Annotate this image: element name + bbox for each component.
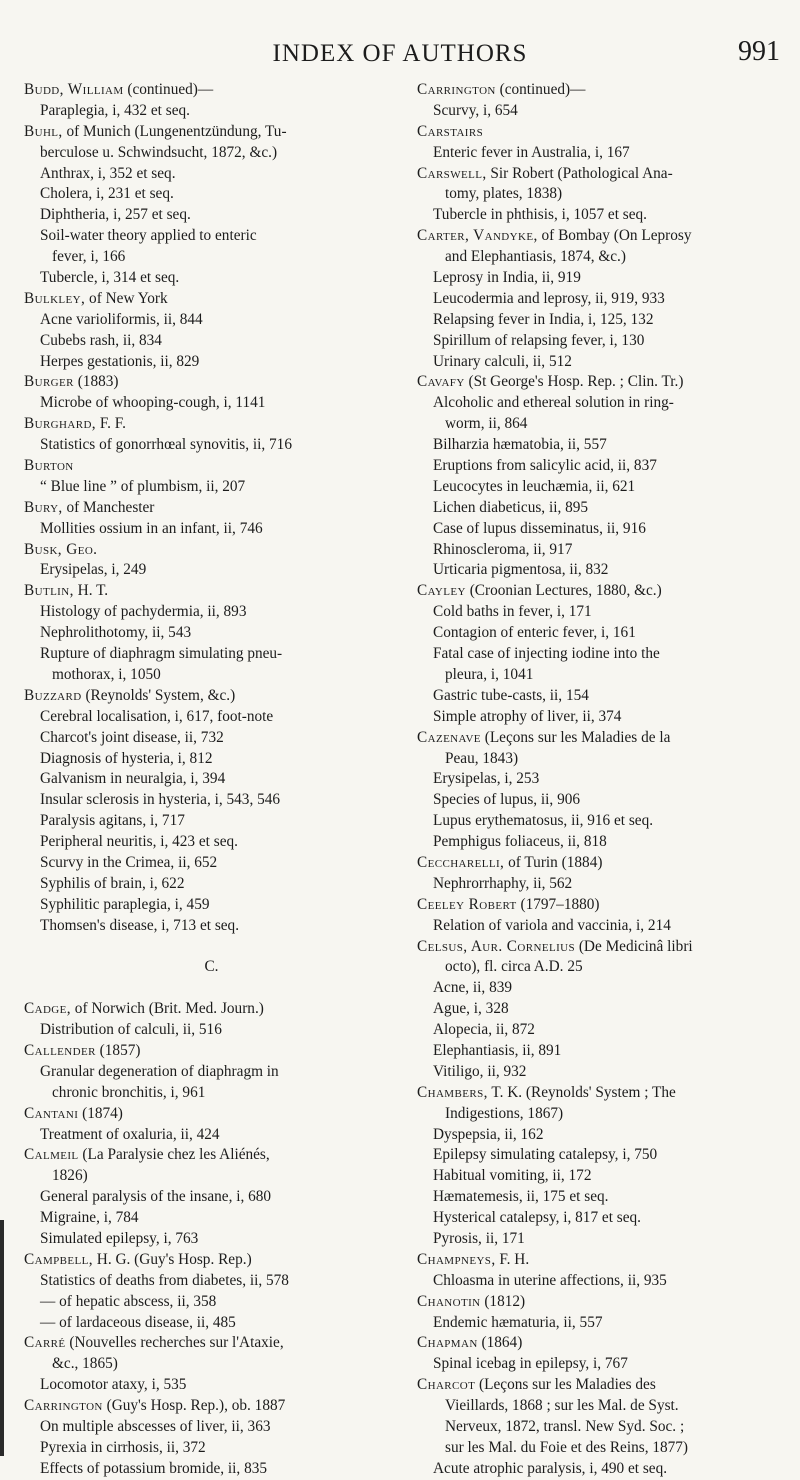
index-entry: Granular degeneration of diaphragm in (40, 1062, 279, 1080)
author-name: Budd, William (24, 81, 124, 98)
author-name: Chapman (417, 1334, 478, 1352)
section-letter: C. (204, 958, 219, 976)
author-entry (24, 1333, 399, 1354)
index-entry: Anthrax, i, 352 et seq. (40, 164, 176, 182)
author-entry (24, 289, 399, 310)
index-entry: Urinary calculi, ii, 512 (433, 352, 572, 370)
index-entry: Migraine, i, 784 (40, 1209, 139, 1227)
index-entry: Microbe of whooping-cough, i, 1141 (40, 394, 266, 412)
index-entry: Tubercle, i, 314 et seq. (40, 269, 180, 287)
index-entry: Habitual vomiting, ii, 172 (433, 1167, 592, 1185)
index-entry: — of lardaceous disease, ii, 485 (40, 1313, 236, 1331)
author-entry (417, 581, 792, 602)
index-entry: Species of lupus, ii, 906 (433, 791, 581, 809)
author-name: Carter, Vandyke, (417, 227, 538, 245)
author-detail: (Croonian Lectures, 1880, &c.) (465, 582, 662, 600)
index-entry: Epilepsy simulating catalepsy, i, 750 (433, 1146, 658, 1164)
author-detail: of Munich (Lungenentzündung, Tu- (62, 122, 287, 140)
author-entry (24, 372, 399, 393)
author-entry (24, 1250, 399, 1271)
author-name: Carrington (24, 1397, 103, 1415)
right-index-column (417, 80, 792, 1480)
author-entry (24, 581, 399, 602)
index-entry: Relapsing fever in India, i, 125, 132 (433, 310, 654, 328)
author-name: Cayley (417, 582, 466, 600)
index-entry: Cold baths in fever, i, 171 (433, 603, 592, 621)
blank-line (24, 937, 399, 958)
index-entry: Cerebral localisation, i, 617, foot-note (40, 707, 274, 725)
author-detail: of New York (85, 289, 168, 307)
author-name: Carstairs (417, 122, 484, 140)
index-entry: General paralysis of the insane, i, 680 (40, 1188, 272, 1206)
index-entry: Endemic hæmaturia, ii, 557 (433, 1313, 603, 1331)
index-entry: Eruptions from salicylic acid, ii, 837 (433, 457, 657, 475)
author-detail: Sir Robert (Pathological Ana- (486, 164, 673, 182)
index-entry: Enteric fever in Australia, i, 167 (433, 143, 630, 161)
author-detail: (1812) (480, 1292, 526, 1310)
author-entry (417, 80, 792, 101)
author-detail: (Nouvelles recherches sur l'Ataxie, (65, 1334, 284, 1352)
author-name: Bulkley, (24, 289, 86, 307)
author-entry (417, 226, 792, 247)
index-entry: Lichen diabeticus, ii, 895 (433, 498, 589, 516)
index-entry: Rupture of diaphragm simulating pneu- (40, 645, 283, 663)
index-entry: Thomsen's disease, i, 713 et seq. (40, 916, 240, 934)
author-entry (417, 853, 792, 874)
author-name: Cantani (24, 1104, 79, 1122)
index-entry: Hæmatemesis, ii, 175 et seq. (433, 1188, 609, 1206)
index-entry: berculose u. Schwindsucht, 1872, &c.) (40, 143, 278, 161)
index-entry: “ Blue line ” of plumbism, ii, 207 (40, 477, 246, 495)
index-entry-continuation: Vieillards, 1868 ; sur les Mal. de Syst. (445, 1397, 679, 1415)
author-detail: H. G. (Guy's Hosp. Rep.) (92, 1250, 252, 1268)
index-entry: Alopecia, ii, 872 (433, 1021, 535, 1039)
author-name: Calmeil (24, 1146, 79, 1164)
index-entry: Erysipelas, i, 253 (433, 770, 540, 788)
author-detail: (1864) (477, 1334, 523, 1352)
index-entry-continuation: Peau, 1843) (445, 749, 519, 767)
index-entry: Fatal case of injecting iodine into the (433, 645, 660, 663)
author-detail: F. F. (96, 415, 126, 433)
author-entry (417, 728, 792, 749)
author-entry (24, 1145, 399, 1166)
index-entry: Paraplegia, i, 432 et seq. (40, 101, 190, 119)
author-name: Chambers, (417, 1083, 488, 1101)
index-entry: Soil-water theory applied to enteric (40, 227, 257, 245)
index-entry: Histology of pachydermia, ii, 893 (40, 603, 247, 621)
author-name: Burghard, (24, 415, 97, 433)
index-entry: Distribution of calculi, ii, 516 (40, 1021, 222, 1039)
index-entry: Diagnosis of hysteria, i, 812 (40, 749, 213, 767)
author-name: Busk, Geo. (24, 540, 98, 558)
author-entry (417, 1083, 792, 1104)
left-index-column (24, 80, 399, 1480)
running-title: INDEX OF AUTHORS (272, 40, 528, 67)
author-name: Buzzard (24, 686, 82, 704)
index-entry: Statistics of gonorrhœal synovitis, ii, 716 (40, 436, 292, 454)
index-entry: Contagion of enteric fever, i, 161 (433, 624, 636, 642)
index-entry: Pyrexia in cirrhosis, ii, 372 (40, 1438, 206, 1456)
author-detail: (continued)— (123, 81, 214, 98)
index-entry: Acne, ii, 839 (433, 979, 513, 997)
index-entry: Syphilitic paraplegia, i, 459 (40, 895, 210, 913)
index-entry: Tubercle in phthisis, i, 1057 et seq. (433, 206, 648, 224)
author-detail: (Guy's Hosp. Rep.), ob. 1887 (102, 1397, 286, 1415)
index-entry: Leucodermia and leprosy, ii, 919, 933 (433, 289, 665, 307)
author-name: Bury, (24, 498, 63, 516)
author-entry (24, 80, 399, 101)
index-entry: Spirillum of relapsing fever, i, 130 (433, 331, 645, 349)
index-entry-continuation: sur les Mal. du Foie et des Reins, 1877) (445, 1438, 689, 1456)
author-name: Chanotin (417, 1292, 481, 1310)
index-entry: Urticaria pigmentosa, ii, 832 (433, 561, 609, 579)
index-entry: Elephantiasis, ii, 891 (433, 1041, 562, 1059)
index-entry-continuation: mothorax, i, 1050 (52, 665, 161, 683)
author-name: Carrington (417, 81, 496, 98)
author-entry (417, 895, 792, 916)
index-entry: Rhinoscleroma, ii, 917 (433, 540, 573, 558)
author-entry (24, 414, 399, 435)
index-entry: Lupus erythematosus, ii, 916 et seq. (433, 812, 654, 830)
index-entry: Locomotor ataxy, i, 535 (40, 1376, 187, 1394)
index-entry: Erysipelas, i, 249 (40, 561, 147, 579)
author-name: Buhl, (24, 122, 63, 140)
page-header (0, 0, 800, 78)
index-entry: Chloasma in uterine affections, ii, 935 (433, 1271, 667, 1289)
page-number: 991 (738, 36, 780, 67)
index-entry: Treatment of oxaluria, ii, 424 (40, 1125, 220, 1143)
author-entry (417, 1333, 792, 1354)
author-entry (24, 1104, 399, 1125)
author-detail: (De Medicinâ libri (575, 937, 693, 955)
index-entry: Charcot's joint disease, ii, 732 (40, 728, 224, 746)
author-entry (417, 122, 792, 143)
index-entry: Dyspepsia, ii, 162 (433, 1125, 544, 1143)
index-entry-continuation: octo), fl. circa A.D. 25 (445, 958, 583, 976)
index-entry: Acne varioliformis, ii, 844 (40, 310, 203, 328)
author-name: Cazenave (417, 728, 481, 746)
author-name: Carswell, (417, 164, 487, 182)
blank-line (24, 978, 399, 999)
author-entry (24, 686, 399, 707)
author-name: Butlin, (24, 582, 74, 600)
index-entry: Acute atrophic paralysis, i, 490 et seq. (433, 1459, 668, 1477)
author-entry (24, 999, 399, 1020)
index-entry: Simulated epilepsy, i, 763 (40, 1229, 199, 1247)
author-name: Celsus, Aur. Cornelius (417, 937, 575, 955)
index-entry: Statistics of deaths from diabetes, ii, 578 (40, 1271, 289, 1289)
author-name: Carré (24, 1334, 66, 1352)
index-entry: Pemphigus foliaceus, ii, 818 (433, 833, 607, 851)
author-detail: F. H. (495, 1250, 530, 1268)
index-entry: Herpes gestationis, ii, 829 (40, 352, 200, 370)
author-detail: (1874) (78, 1104, 123, 1122)
index-entry: Pyrosis, ii, 171 (433, 1229, 525, 1247)
index-entry: Paralysis agitans, i, 717 (40, 812, 185, 830)
index-entry: Syphilis of brain, i, 622 (40, 874, 185, 892)
index-entry: Diphtheria, i, 257 et seq. (40, 206, 191, 224)
author-name: Callender (24, 1041, 96, 1059)
index-entry: Vitiligo, ii, 932 (433, 1062, 527, 1080)
author-entry (417, 372, 792, 393)
author-entry (417, 1375, 792, 1396)
author-name: Burger (24, 373, 74, 391)
author-detail: of Turin (1884) (504, 853, 603, 871)
index-entry-continuation: and Elephantiasis, 1874, &c.) (445, 248, 626, 266)
index-entry: Scurvy, i, 654 (433, 101, 518, 119)
author-detail: (1883) (73, 373, 119, 391)
index-entry: Leucocytes in leuchæmia, ii, 621 (433, 477, 636, 495)
index-entry: Alcoholic and ethereal solution in ring- (433, 394, 674, 412)
index-entry: Nephrorrhaphy, ii, 562 (433, 874, 573, 892)
index-entry: — of hepatic abscess, ii, 358 (40, 1292, 217, 1310)
index-entry: Simple atrophy of liver, ii, 374 (433, 707, 622, 725)
author-entry (24, 1041, 399, 1062)
index-entry: Peripheral neuritis, i, 423 et seq. (40, 833, 238, 851)
index-entry: Leprosy in India, ii, 919 (433, 269, 581, 287)
index-entry: Relation of variola and vaccinia, i, 214 (433, 916, 671, 934)
index-entry: Nephrolithotomy, ii, 543 (40, 624, 192, 642)
author-entry (24, 456, 399, 477)
index-entry: Bilharzia hæmatobia, ii, 557 (433, 436, 607, 454)
author-entry (417, 937, 792, 958)
index-entry-continuation: fever, i, 166 (52, 248, 126, 266)
author-detail: of Manchester (62, 498, 155, 516)
author-detail: (1797–1880) (516, 895, 600, 913)
index-entry: Scurvy in the Crimea, ii, 652 (40, 853, 218, 871)
author-name: Charcot (417, 1376, 476, 1394)
index-entry-continuation: 1826) (52, 1167, 88, 1185)
author-name: Cadge, (24, 1000, 71, 1018)
author-name: Cavafy (417, 373, 465, 391)
author-detail: (continued)— (495, 81, 586, 98)
author-entry (24, 540, 399, 561)
index-entry: Mollities ossium in an infant, ii, 746 (40, 519, 263, 537)
index-entry-continuation: chronic bronchitis, i, 961 (52, 1083, 206, 1101)
author-detail: of Norwich (Brit. Med. Journ.) (70, 1000, 264, 1018)
index-entry-continuation: worm, ii, 864 (445, 415, 528, 433)
index-entry: Galvanism in neuralgia, i, 394 (40, 770, 226, 788)
author-detail: of Bombay (On Leprosy (537, 227, 692, 245)
index-entry: Insular sclerosis in hysteria, i, 543, 546 (40, 791, 281, 809)
author-entry (417, 1292, 792, 1313)
author-detail: (La Paralysie chez les Aliénés, (78, 1146, 270, 1164)
author-name: Burton (24, 457, 74, 475)
index-entry-continuation: pleura, i, 1041 (445, 665, 534, 683)
author-entry (24, 498, 399, 519)
index-entry: Spinal icebag in epilepsy, i, 767 (433, 1355, 628, 1373)
index-entry: Cholera, i, 231 et seq. (40, 185, 174, 203)
index-entry: Cubebs rash, ii, 834 (40, 331, 162, 349)
author-name: Ceccharelli, (417, 853, 505, 871)
index-entry: Effects of potassium bromide, ii, 835 (40, 1459, 268, 1477)
index-entry: On multiple abscesses of liver, ii, 363 (40, 1418, 271, 1435)
index-entry: Case of lupus disseminatus, ii, 916 (433, 519, 646, 537)
index-entry: Hysterical catalepsy, i, 817 et seq. (433, 1209, 641, 1227)
index-entry-continuation: Indigestions, 1867) (445, 1104, 564, 1122)
author-detail: (1857) (95, 1041, 141, 1059)
author-detail: H. T. (73, 582, 109, 600)
author-detail: T. K. (Reynolds' System ; The (487, 1083, 676, 1101)
author-detail: (Leçons sur les Maladies des (475, 1376, 656, 1394)
author-name: Ceeley Robert (417, 895, 517, 913)
author-detail: (St George's Hosp. Rep. ; Clin. Tr.) (464, 373, 684, 391)
author-name: Champneys, (417, 1250, 496, 1268)
index-entry-continuation: tomy, plates, 1838) (445, 185, 563, 203)
author-entry (24, 1396, 399, 1417)
author-entry (417, 164, 792, 185)
page-edge-shadow (0, 1220, 4, 1456)
author-entry (417, 1250, 792, 1271)
index-entry-continuation: Nerveux, 1872, transl. New Syd. Soc. ; (445, 1418, 685, 1435)
index-entry: Gastric tube-casts, ii, 154 (433, 686, 589, 704)
index-entry: Ague, i, 328 (433, 1000, 509, 1018)
author-entry (24, 122, 399, 143)
author-detail: (Leçons sur les Maladies de la (480, 728, 671, 746)
author-detail: (Reynolds' System, &c.) (81, 686, 236, 704)
author-name: Campbell, (24, 1250, 93, 1268)
index-entry-continuation: &c., 1865) (52, 1355, 118, 1373)
